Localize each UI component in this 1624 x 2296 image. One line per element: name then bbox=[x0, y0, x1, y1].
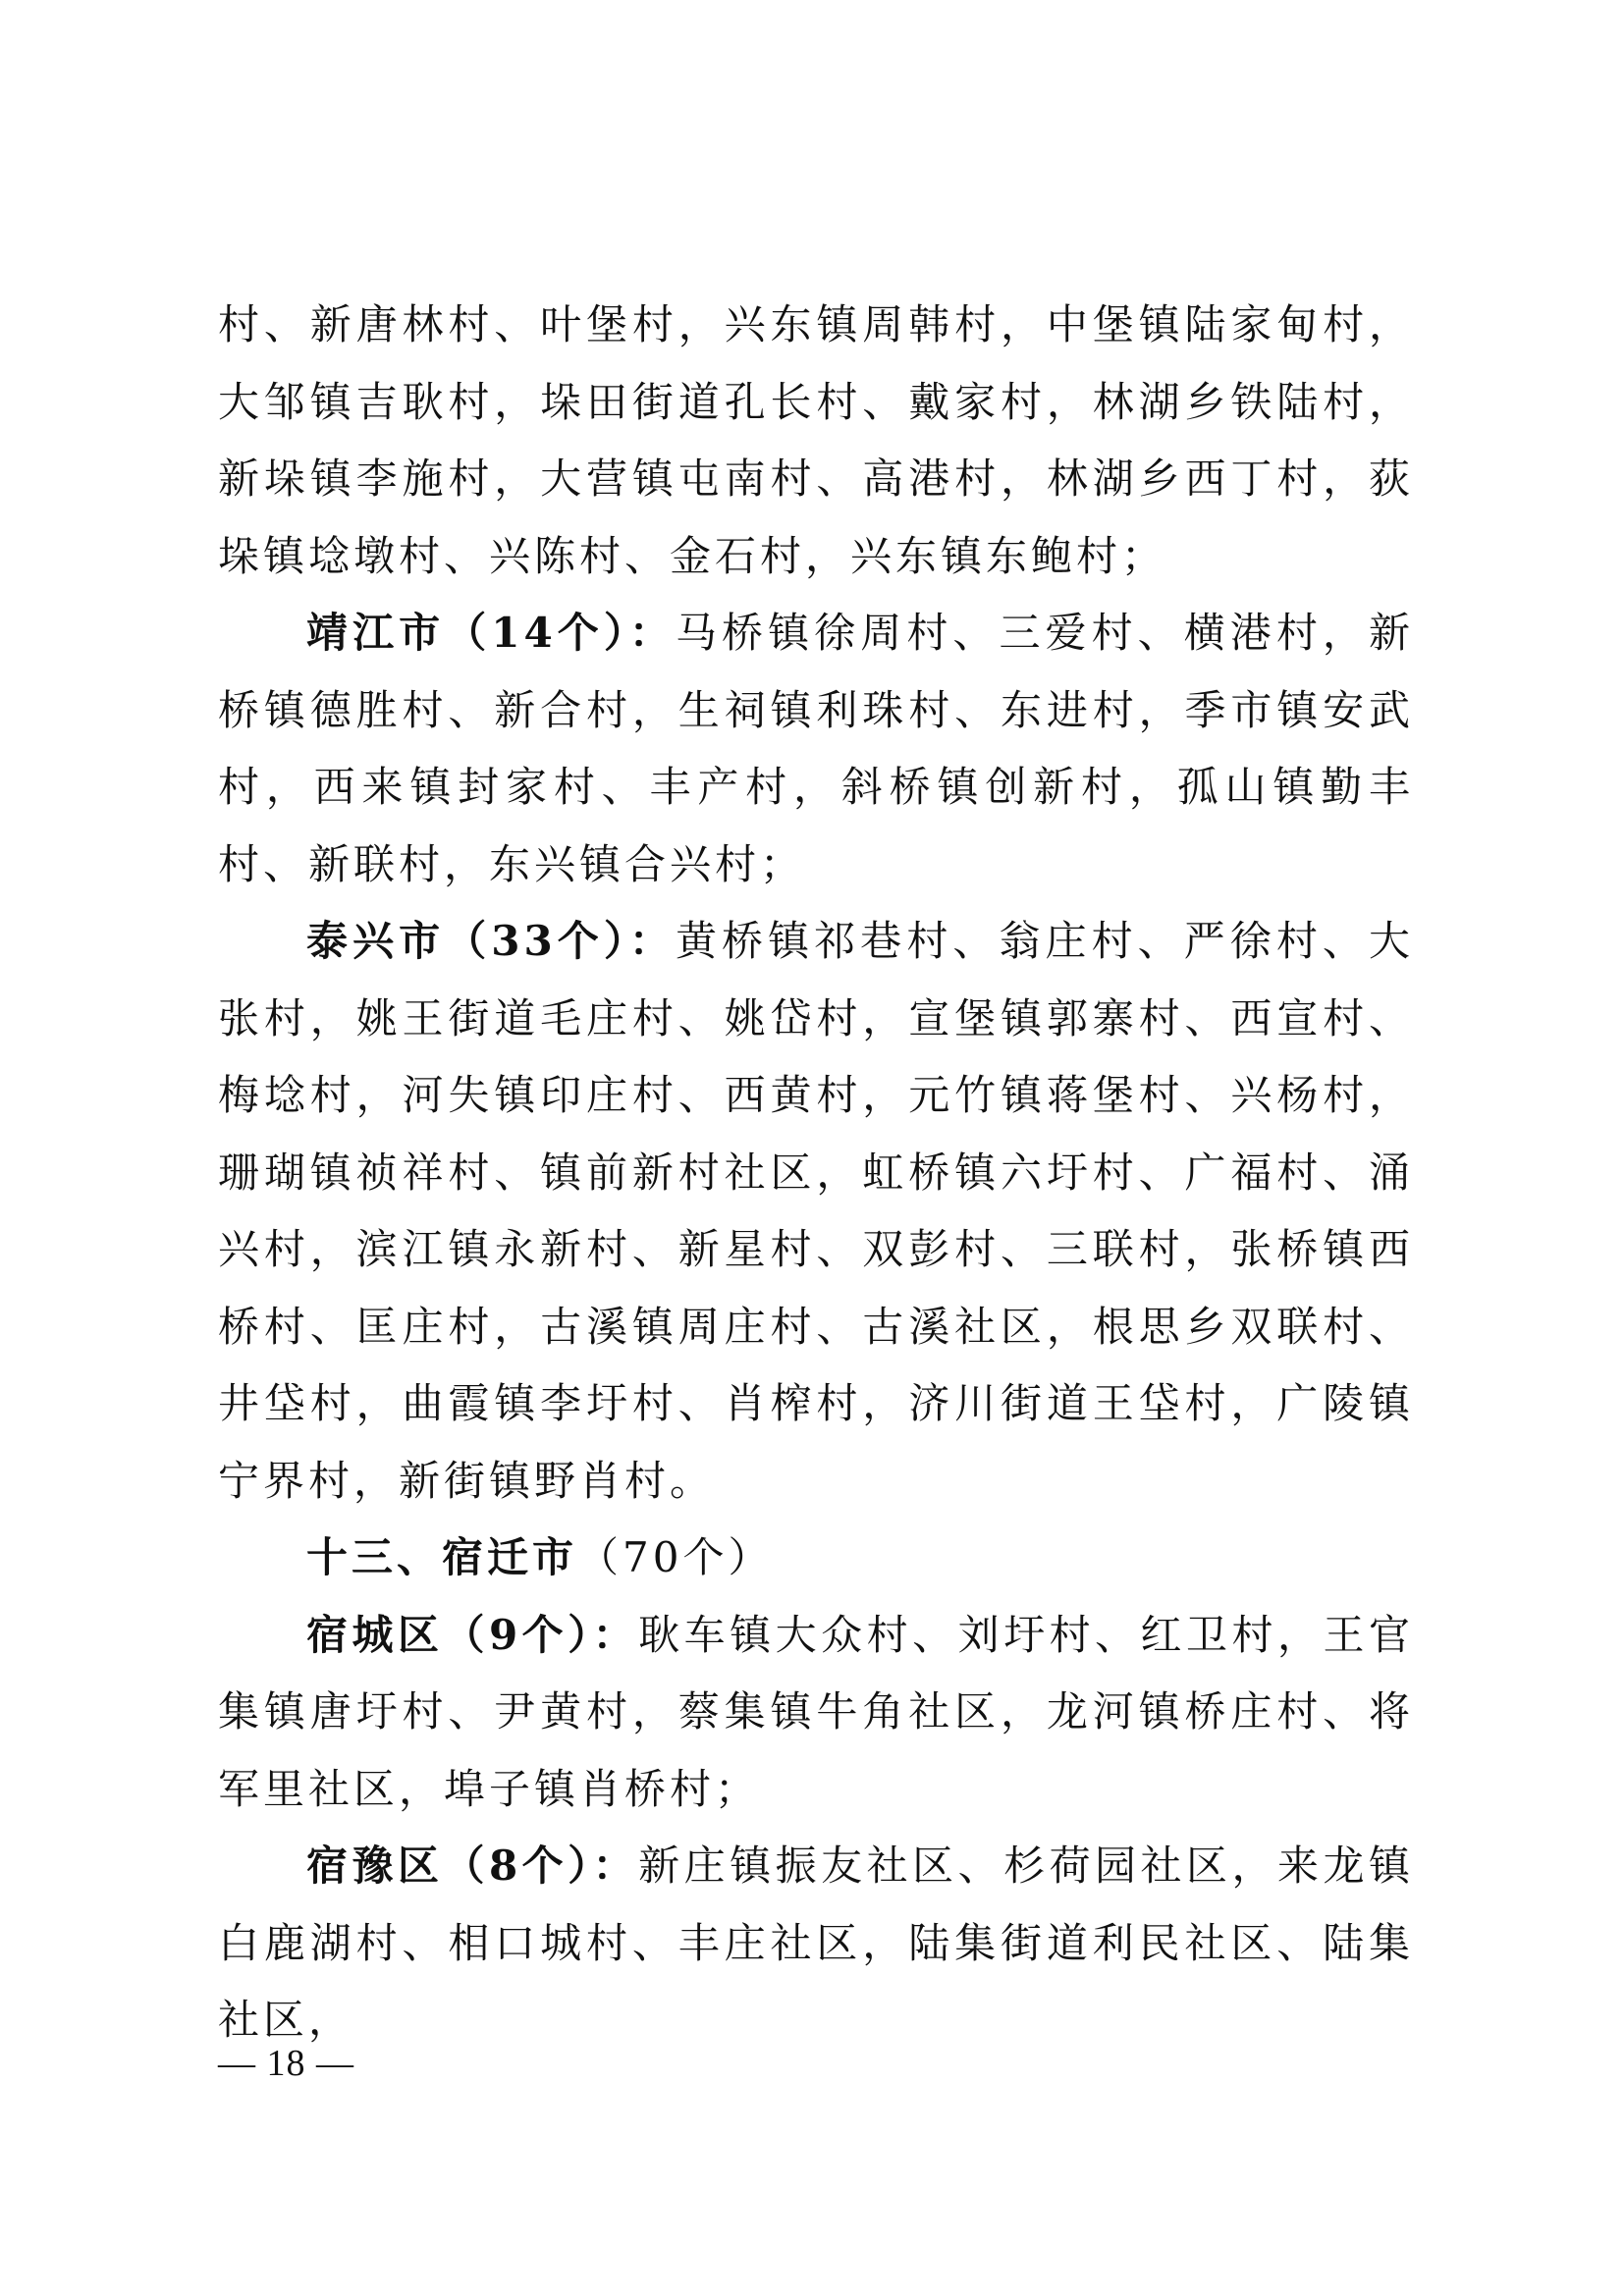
suqian-section-count: （70个） bbox=[577, 1533, 774, 1581]
suyu-label: 宿豫区（8个）： bbox=[306, 1842, 639, 1890]
taixing-entry bbox=[218, 903, 1414, 1520]
suqian-section-heading bbox=[218, 1520, 1414, 1597]
jingjiang-label: 靖江市（14个）： bbox=[306, 609, 676, 657]
taixing-label: 泰兴市（33个）： bbox=[306, 917, 676, 965]
sucheng-villages: 耿车镇大众村、刘圩村、红卫村，王官集镇唐圩村、尹黄村，蔡集镇牛角社区，龙河镇桥庄村、将军里社区，埠子镇肖桥村； bbox=[218, 1610, 1414, 1813]
continued-paragraph: 村、新唐林村、叶堡村，兴东镇周韩村，中堡镇陆家甸村，大邹镇吉耿村，垛田街道孔长村、戴家村，林湖乡铁陆村，新垛镇李施村，大营镇屯南村、高港村，林湖乡西丁村，荻垛镇埝墩村、兴陈村、金石村，兴东镇东鲍村； bbox=[218, 300, 1414, 580]
suyu-villages: 新庄镇振友社区、杉荷园社区，来龙镇白鹿湖村、相口城村、丰庄社区，陆集街道利民社区、陆集社区， bbox=[218, 1842, 1414, 2044]
taixing-villages: 黄桥镇祁巷村、翁庄村、严徐村、大张村，姚王街道毛庄村、姚岱村，宣堡镇郭寨村、西宣村、梅埝村，河失镇印庄村、西黄村，元竹镇蒋堡村、兴杨村，珊瑚镇祯祥村、镇前新村社区，虹桥镇六圩村、广福村、涌兴村，滨江镇永新村、新星村、双彭村、三联村，张桥镇西桥村、匡庄村，古溪镇周庄村、古溪社区，根思乡双联村、井垈村，曲霞镇李圩村、肖榨村，济川街道王垈村，广陵镇宁界村，新街镇野肖村。 bbox=[218, 917, 1414, 1505]
sucheng-label: 宿城区（9个）： bbox=[306, 1610, 639, 1659]
suyu-entry bbox=[218, 1828, 1414, 2059]
page-body bbox=[218, 287, 1414, 2059]
jingjiang-entry bbox=[218, 595, 1414, 903]
suqian-section-title: 十三、宿迁市 bbox=[306, 1533, 578, 1581]
page-number: — 18 — bbox=[218, 2043, 354, 2084]
jingjiang-villages: 马桥镇徐周村、三爱村、横港村，新桥镇德胜村、新合村，生祠镇利珠村、东进村，季市镇安武村，西来镇封家村、丰产村，斜桥镇创新村，孤山镇勤丰村、新联村，东兴镇合兴村； bbox=[218, 609, 1414, 888]
sucheng-entry bbox=[218, 1597, 1414, 1829]
